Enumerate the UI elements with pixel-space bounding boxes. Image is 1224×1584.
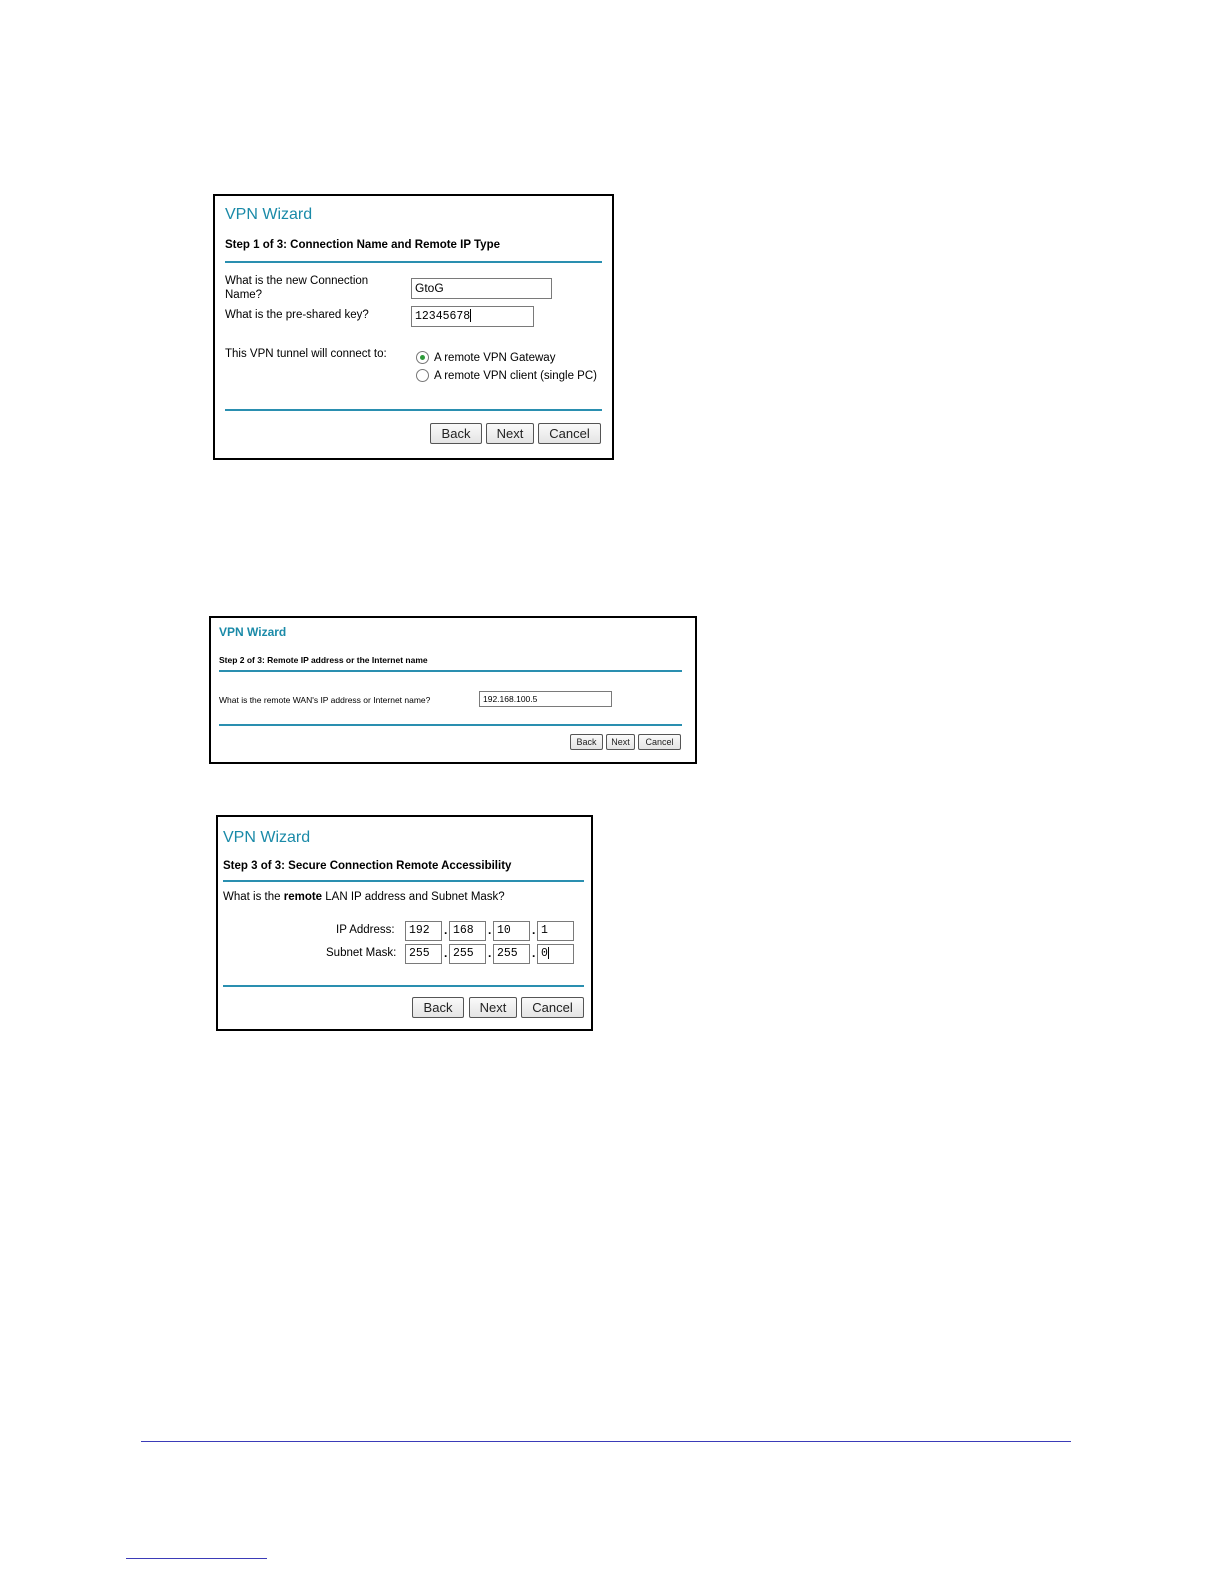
remote-wan-label: What is the remote WAN's IP address or Internet name?	[219, 695, 431, 705]
radio-remote-gateway-label: A remote VPN Gateway	[434, 352, 556, 364]
pre-shared-key-value: 12345678	[415, 310, 471, 323]
ip-octet-2-value: 168	[453, 924, 474, 937]
wizard-title: VPN Wizard	[225, 206, 313, 223]
step-heading: Step 3 of 3: Secure Connection Remote Accessibility	[223, 860, 512, 872]
text-caret	[470, 309, 471, 322]
back-button[interactable]: Back	[412, 997, 464, 1018]
ip-octet-3[interactable]	[493, 921, 530, 941]
back-button[interactable]: Back	[570, 734, 603, 750]
cancel-button[interactable]: Cancel	[638, 734, 681, 750]
back-button[interactable]: Back	[430, 423, 482, 444]
mask-octet-2-value: 255	[453, 947, 474, 960]
divider	[223, 985, 584, 987]
next-button[interactable]: Next	[486, 423, 534, 444]
ip-octet-3-value: 10	[497, 924, 511, 937]
mask-dot: .	[488, 946, 492, 960]
step-heading: Step 1 of 3: Connection Name and Remote IP Type	[225, 239, 500, 251]
connection-name-label-line2: Name?	[225, 289, 263, 301]
ip-octet-2[interactable]	[449, 921, 486, 941]
mask-octet-4-value: 0	[541, 947, 548, 960]
connect-to-label: This VPN tunnel will connect to:	[225, 348, 387, 360]
pre-shared-key-label: What is the pre-shared key?	[225, 309, 369, 321]
footer-link-underline[interactable]	[126, 1558, 267, 1559]
connection-name-label-line1: What is the new Connection	[225, 275, 369, 287]
radio-remote-client-label: A remote VPN client (single PC)	[434, 370, 597, 382]
mask-octet-3-value: 255	[497, 947, 518, 960]
ip-address-label: IP Address:	[336, 924, 395, 936]
ip-octet-1-value: 192	[409, 924, 430, 937]
divider	[225, 409, 602, 411]
divider	[219, 724, 682, 726]
ip-octet-1[interactable]	[405, 921, 442, 941]
connection-name-input[interactable]	[411, 278, 552, 299]
remote-wan-input[interactable]	[479, 691, 612, 707]
connection-name-label	[225, 274, 368, 302]
remote-lan-question	[223, 891, 505, 903]
question-prefix: What is the	[223, 891, 284, 903]
divider	[225, 261, 602, 263]
radio-remote-gateway[interactable]	[416, 351, 429, 364]
question-suffix: LAN IP address and Subnet Mask?	[322, 891, 505, 903]
cancel-button[interactable]: Cancel	[521, 997, 584, 1018]
cancel-button[interactable]: Cancel	[538, 423, 601, 444]
radio-remote-client[interactable]	[416, 369, 429, 382]
pre-shared-key-input[interactable]	[411, 306, 534, 327]
ip-octet-4[interactable]	[537, 921, 574, 941]
mask-octet-3[interactable]	[493, 944, 530, 964]
connection-name-value: GtoG	[415, 281, 444, 295]
ip-dot: .	[488, 923, 492, 937]
mask-octet-2[interactable]	[449, 944, 486, 964]
question-emphasis: remote	[283, 891, 323, 903]
wizard-title: VPN Wizard	[223, 829, 311, 846]
ip-dot: .	[532, 923, 536, 937]
mask-octet-1-value: 255	[409, 947, 430, 960]
mask-dot: .	[532, 946, 536, 960]
ip-octet-4-value: 1	[541, 924, 548, 937]
divider	[223, 880, 584, 882]
next-button[interactable]: Next	[469, 997, 517, 1018]
mask-octet-1[interactable]	[405, 944, 442, 964]
mask-octet-4[interactable]	[537, 944, 574, 964]
text-caret	[548, 947, 549, 959]
remote-wan-value: 192.168.100.5	[483, 694, 538, 704]
wizard-title: VPN Wizard	[219, 625, 287, 639]
footer-rule	[141, 1441, 1071, 1442]
mask-dot: .	[444, 946, 448, 960]
subnet-mask-label: Subnet Mask:	[326, 947, 397, 959]
step-heading: Step 2 of 3: Remote IP address or the Internet name	[219, 655, 428, 665]
ip-dot: .	[444, 923, 448, 937]
vpn-wizard-step1-panel	[213, 194, 614, 460]
next-button[interactable]: Next	[606, 734, 635, 750]
vpn-wizard-step3-panel	[216, 815, 593, 1031]
divider	[219, 670, 682, 672]
vpn-wizard-step2-panel	[209, 616, 697, 764]
